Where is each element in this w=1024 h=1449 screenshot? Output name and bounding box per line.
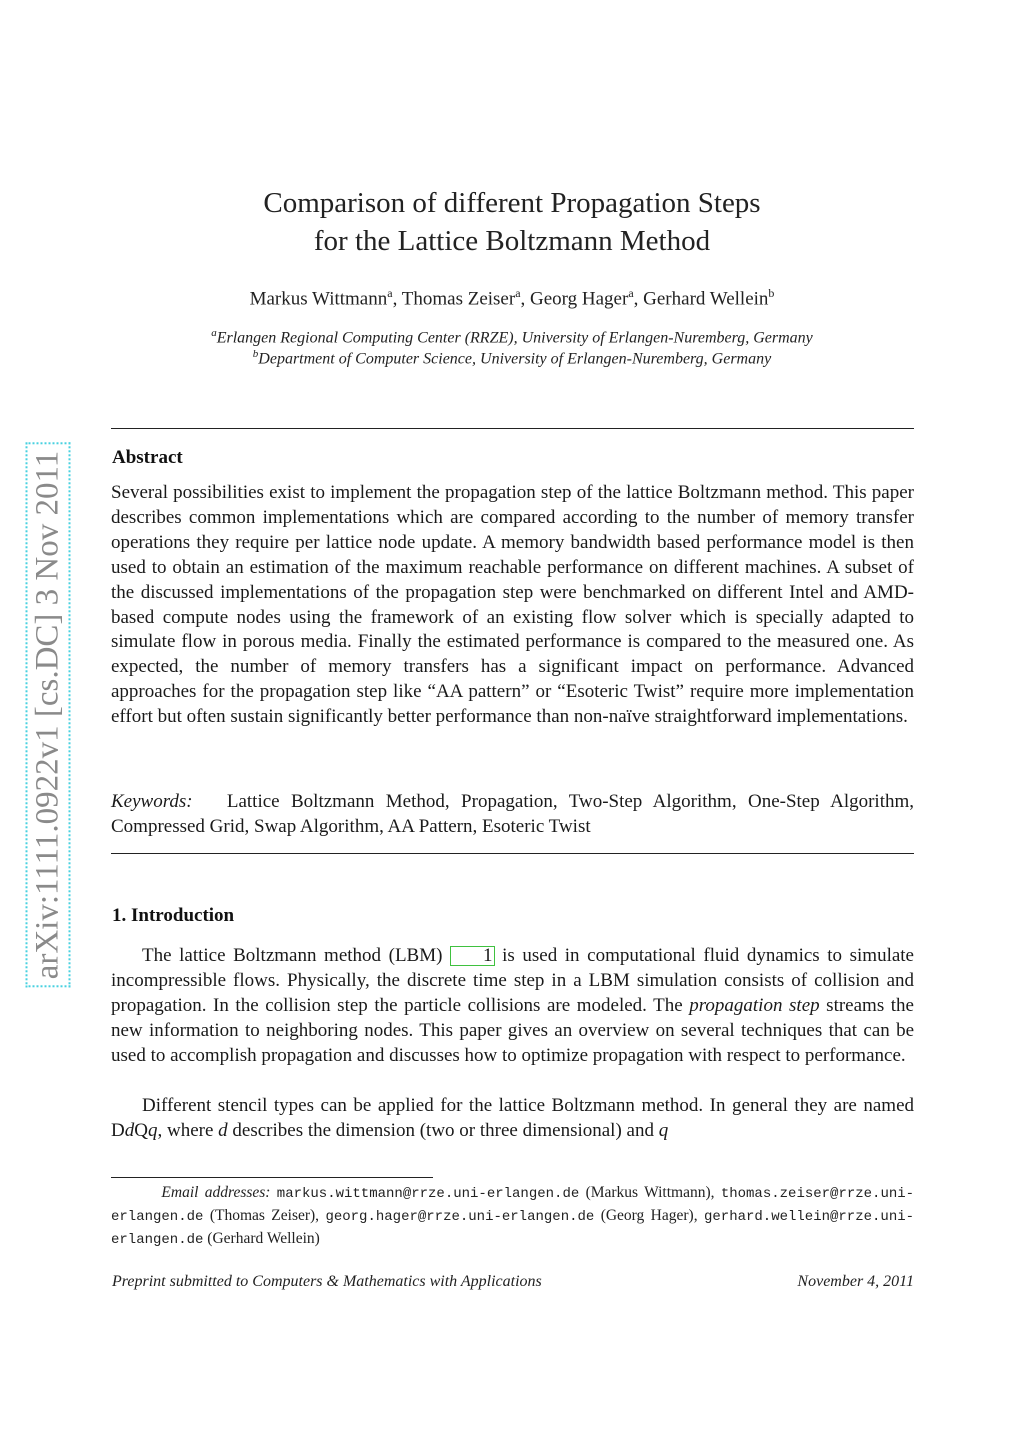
arxiv-stamp-container xyxy=(28,422,68,1007)
intro-text: Q xyxy=(134,1119,148,1141)
affiliation-mark: b xyxy=(252,348,259,360)
email-link[interactable]: thomas.zeiser@rrze.uni-erlangen.de xyxy=(111,1186,915,1225)
affiliation-mark: a xyxy=(211,327,217,339)
footer-journal: Preprint submitted to Computers & Mathematics with Applications xyxy=(112,1273,542,1290)
email-link[interactable]: markus.wittmann@rrze.uni-erlangen.de xyxy=(276,1186,580,1202)
math-q: q xyxy=(147,1119,158,1141)
abstract-bottom-rule xyxy=(111,853,914,854)
math-d: d xyxy=(218,1119,228,1141)
author-name: Georg Hager xyxy=(530,288,629,310)
abstract-heading: Abstract xyxy=(112,447,183,468)
intro-text: is used in computational fluid dynamics to simulate incompressible flows. Physically, the discrete time step in a LBM simulation consists of collision and propagation. In the collision step the particle collisions are modeled. The xyxy=(111,945,914,1016)
author-affil-mark: a xyxy=(628,286,634,300)
footnote-rule xyxy=(111,1177,433,1178)
email-link[interactable]: georg.hager@rrze.uni-erlangen.de xyxy=(325,1209,595,1225)
footnote-label: Email addresses: xyxy=(161,1184,271,1201)
intro-text: The lattice Boltzmann method (LBM) xyxy=(142,945,451,966)
affiliation-text: Erlangen Regional Computing Center (RRZE), University of Erlangen-Nuremberg, Germany xyxy=(216,329,813,347)
citation-link[interactable]: 1 xyxy=(450,946,495,966)
intro-text: Different stencil types can be applied for the lattice Boltzmann method. In general they are named D xyxy=(111,1095,914,1141)
paper-title-line-2: for the Lattice Boltzmann Method xyxy=(313,225,711,257)
footnote-emails xyxy=(111,1182,914,1251)
intro-text: streams the new information to neighboring nodes. This paper gives an overview on several techniques that can be used to accomplish propagation and discusses how to optimize propagation with respect to performance. xyxy=(111,994,914,1066)
math-q: q xyxy=(658,1119,669,1141)
section-heading-introduction: 1. Introduction xyxy=(112,905,235,926)
abstract-top-rule xyxy=(111,428,914,429)
email-owner: (Thomas Zeiser), xyxy=(209,1207,320,1224)
abstract-text: Several possibilities exist to implement the propagation step of the lattice Boltzmann method. This paper describes common implementations which are compared according to the number of memory transfer operations they require per lattice node update. A memory bandwidth based performance model is then used to obtain an estimation of the maximum reachable performance on different machines. A subset of the discussed implementations of the propagation step were benchmarked on different Intel and AMD-based compute nodes using the framework of an existing flow solver which is specially adapted to simulate flow in porous media. Finally the estimated performance is compared to the measured one. As expected, the number of memory transfers has a significant impact on performance. Advanced approaches for the propagation step like “AA pattern” or “Esoteric Twist” require more implementation effort but often sustain significantly better performance than non-naïve straightforward implementations. xyxy=(111,482,914,728)
author-list: Markus Wittmann$^a$, Thomas Zeiser$^a$, Georg Hager$^a$, Gerhard Wellein$^b$ xyxy=(249,286,775,310)
author-name: Markus Wittmann xyxy=(249,288,388,310)
author-affil-mark: b xyxy=(768,286,775,300)
keywords xyxy=(111,790,914,840)
intro-paragraph-2 xyxy=(111,1094,914,1144)
affiliation-b xyxy=(0,348,1024,368)
paper-title-line-1: Comparison of different Propagation Steps xyxy=(263,187,761,219)
author-name: Thomas Zeiser xyxy=(401,288,516,310)
intro-emphasis: propagation step xyxy=(689,994,820,1016)
author-name: Gerhard Wellein xyxy=(643,288,769,310)
keywords-text: Lattice Boltzmann Method, Propagation, Two-Step Algorithm, One-Step Algorithm, Compressed Grid, Swap Algorithm, AA Pattern, Esoteric Twist xyxy=(111,791,915,837)
affiliation-a xyxy=(0,327,1024,347)
author-affil-mark: a xyxy=(515,286,521,300)
email-link[interactable]: gerhard.wellein@rrze.uni-erlangen.de xyxy=(111,1209,915,1248)
intro-paragraph-1 xyxy=(111,944,914,1069)
footer-date: November 4, 2011 xyxy=(797,1273,914,1290)
email-owner: (Gerhard Wellein) xyxy=(207,1230,320,1247)
email-owner: (Markus Wittmann), xyxy=(585,1184,715,1201)
intro-text: describes the dimension (two or three dimensional) and xyxy=(227,1119,659,1141)
author-affil-mark: a xyxy=(387,286,393,300)
keywords-label: Keywords: xyxy=(111,791,193,812)
email-owner: (Georg Hager), xyxy=(600,1207,698,1224)
arxiv-stamp[interactable]: arXiv:1111.0922v1 [cs.DC] 3 Nov 2011 xyxy=(26,442,71,987)
math-d: d xyxy=(124,1119,135,1141)
intro-text: , where xyxy=(157,1119,219,1141)
affiliation-text: Department of Computer Science, University of Erlangen-Nuremberg, Germany xyxy=(258,350,772,368)
